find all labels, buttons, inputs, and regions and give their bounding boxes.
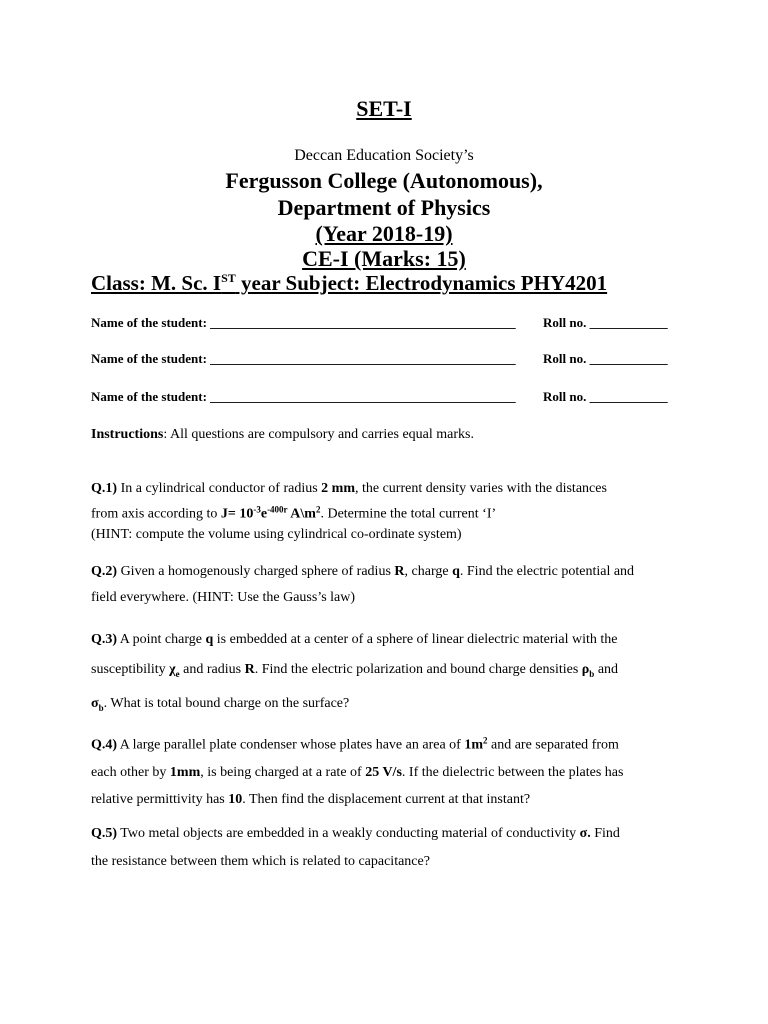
question-text: Given a homogenously charged sphere of radius (117, 564, 395, 579)
instructions (91, 427, 474, 443)
student-name-field[interactable]: Name of the student: _______________________________________________ (91, 389, 516, 404)
question-formula: A\m (287, 506, 316, 522)
question-text: and radius (179, 662, 245, 677)
question-symbol: σ (91, 695, 99, 711)
formula-exponent: -3 (253, 504, 261, 514)
question-text: , the current density varies with the distances (354, 481, 607, 496)
question-value: q (205, 632, 214, 647)
question-line (91, 479, 691, 499)
question-formula: e (260, 506, 268, 522)
question-text: Two metal objects are embedded in a weakly conducting material of conductivity (117, 826, 580, 841)
question-text: and are separated from (487, 737, 619, 753)
question-2 (91, 559, 691, 611)
question-number: Q.4) (91, 737, 118, 753)
question-line (91, 655, 691, 689)
college-name: Fergusson College (Autonomous), (225, 168, 543, 193)
question-text: is embedded at a center of a sphere of linear dielectric material with the (213, 632, 618, 647)
question-number: Q.3) (91, 632, 118, 647)
question-text: , charge (404, 564, 453, 579)
question-text: relative permittivity has (91, 791, 229, 807)
student-field-row[interactable] (91, 315, 681, 331)
class-subject-line (91, 271, 607, 296)
symbol-subscript: b (589, 668, 595, 679)
question-text: A point charge (117, 632, 206, 647)
question-text: In a cylindrical conductor of radius (117, 481, 322, 496)
question-text: and (594, 662, 619, 677)
question-text: . If the dielectric between the plates has (401, 764, 624, 780)
question-line (91, 499, 691, 525)
roll-number-field[interactable]: Roll no. ____________ (543, 389, 668, 404)
question-value: q (452, 564, 460, 579)
question-formula: J= 10 (220, 506, 254, 522)
instructions-text: : All questions are compulsory and carries equal marks. (163, 427, 474, 442)
question-line: the resistance between them which is related to capacitance? (91, 854, 430, 869)
question-text: , is being charged at a rate of (200, 764, 366, 780)
question-text: . Then find the displacement current at that instant? (242, 791, 531, 807)
class-prefix: Class: M. Sc. I (91, 271, 222, 295)
question-4 (91, 727, 691, 813)
value-exponent: 2 (483, 735, 488, 745)
question-line (91, 786, 691, 813)
question-line: field everywhere. (HINT: Use the Gauss’s law) (91, 590, 356, 605)
question-value: 1mm (169, 764, 201, 780)
student-name-field[interactable]: Name of the student: _______________________________________________ (91, 315, 516, 330)
question-symbol: σ. (579, 826, 591, 841)
question-value: R (244, 662, 255, 677)
question-value: 25 V/s (365, 764, 402, 780)
question-value: 2 mm (321, 481, 355, 496)
question-value: R (394, 564, 405, 579)
question-text: from axis according to (91, 506, 221, 522)
question-number: Q.5) (91, 826, 118, 841)
question-line (91, 727, 691, 759)
question-symbol: χ (169, 662, 176, 677)
question-value: 10 (228, 791, 243, 807)
question-text: . What is total bound charge on the surface? (103, 695, 350, 711)
question-text: each other by (91, 764, 170, 780)
exam-label: CE-I (Marks: 15) (302, 246, 466, 271)
society-name: Deccan Education Society’s (294, 147, 474, 164)
formula-exponent: 2 (315, 504, 321, 514)
roll-number-field[interactable]: Roll no. ____________ (543, 351, 668, 366)
question-line (91, 625, 691, 655)
student-name-field[interactable]: Name of the student: _______________________________________________ (91, 351, 516, 366)
question-value: 1m (464, 737, 483, 753)
instructions-label: Instructions (91, 427, 164, 442)
question-text: . Find the electric potential and (459, 564, 635, 579)
question-number: Q.1) (91, 481, 118, 496)
symbol-subscript: e (175, 668, 180, 679)
question-number: Q.2) (91, 564, 118, 579)
roll-number-field[interactable]: Roll no. ____________ (543, 315, 668, 330)
symbol-subscript: b (98, 702, 104, 713)
question-line (91, 820, 691, 848)
question-symbol: ρ (581, 662, 590, 677)
class-superscript: ST (221, 271, 236, 285)
student-field-row[interactable] (91, 351, 681, 367)
question-line (91, 759, 691, 786)
question-5 (91, 820, 691, 876)
student-field-row[interactable] (91, 389, 681, 405)
year-label: (Year 2018-19) (315, 221, 453, 246)
question-1 (91, 479, 691, 545)
question-line (91, 689, 691, 723)
exam-title (0, 246, 768, 272)
question-text: A large parallel plate condenser whose plates have an area of (117, 737, 465, 753)
question-text: . Determine the total current ‘I’ (320, 506, 497, 522)
class-suffix: year Subject: Electrodynamics PHY4201 (235, 271, 608, 295)
question-3 (91, 625, 691, 723)
formula-exponent: -400r (267, 504, 288, 514)
department-name: Department of Physics (277, 195, 491, 220)
question-text: susceptibility (91, 662, 170, 677)
question-text: Find (590, 826, 620, 841)
question-line: (HINT: compute the volume using cylindrical co-ordinate system) (91, 526, 462, 542)
set-label: SET-I (356, 96, 412, 121)
question-text: . Find the electric polarization and bound charge densities (254, 662, 582, 677)
set-heading (0, 96, 768, 122)
academic-year (0, 221, 768, 247)
question-line (91, 559, 691, 585)
